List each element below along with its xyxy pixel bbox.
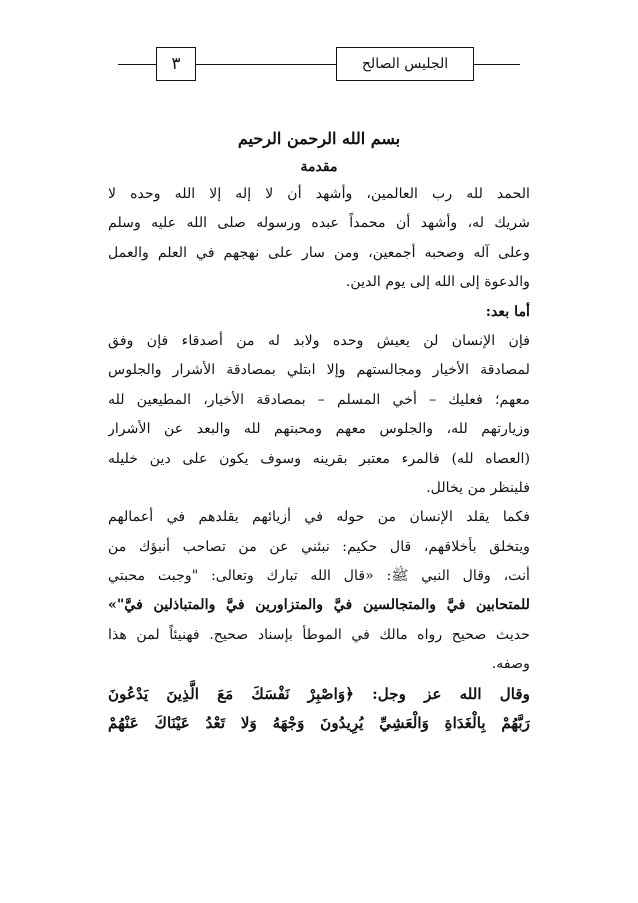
text-line: معهم؛ فعليك – أخي المسلم – بمصادقة الأخيار، المطيعين لله bbox=[108, 391, 530, 408]
text-line: الحمد لله رب العالمين، وأشهد أن لا إله إلا الله وحده لا bbox=[108, 186, 530, 202]
text-line: والدعوة إلى الله إلى يوم الدين. bbox=[345, 274, 530, 291]
running-title: الجليس الصالح bbox=[361, 56, 449, 72]
text-line: فلينظر من يخالل. bbox=[426, 479, 530, 496]
page-number: ٣ bbox=[171, 54, 181, 74]
text-line-quran: وقال الله عز وجل: ﴿وَاصْبِرْ نَفْسَكَ مَعَ الَّذِينَ يَدْعُونَ bbox=[108, 684, 530, 703]
text-line: فكما يقلد الإنسان من حوله في أزيائهم يقلدهم في أعمالهم bbox=[108, 509, 530, 526]
text-line: (العصاه لله) فالمرء معتبر بقرينه وسوف يكون على دين خليله bbox=[108, 450, 530, 467]
text-line-quran: رَبَّهُمْ بِالْغَدَاةِ وَالْعَشِيِّ يُرِيدُونَ وَجْهَهُ وَلا تَعْدُ عَيْنَاكَ عَنْهُمْ bbox=[108, 714, 530, 733]
text-line: أنت، وقال النبي ﷺ: «قال الله تبارك وتعالى: "وجبت محبتي bbox=[108, 568, 530, 585]
section-title: مقدمة bbox=[300, 159, 338, 175]
text-line: وصفه. bbox=[491, 656, 530, 673]
header-rule-middle bbox=[196, 64, 336, 65]
header-rule-left bbox=[118, 64, 156, 65]
running-title-box bbox=[336, 47, 474, 81]
text-line-heading: أما بعد: bbox=[485, 303, 530, 320]
body-text bbox=[108, 118, 530, 738]
page-number-box bbox=[156, 47, 196, 81]
text-line: فإن الإنسان لن يعيش وحده ولابد له من أصدقاء فإن وفق bbox=[108, 332, 530, 349]
text-line: شريك له، وأشهد أن محمداً عبده ورسوله صلى الله عليه وسلم bbox=[108, 215, 530, 232]
text-line: وعلى آله وصحبه أجمعين، ومن سار على نهجهم في العلم والعمل bbox=[108, 244, 530, 261]
text-line: حديث صحيح رواه مالك في الموطأ بإسناد صحيح. فهنيئاً لمن هذا bbox=[108, 626, 530, 643]
text-line: وزيارتهم لله، والجلوس معهم ومحبتهم لله والبعد عن الأشرار bbox=[108, 421, 530, 438]
basmala: بسم الله الرحمن الرحيم bbox=[237, 129, 401, 148]
text-line: ويتخلق بأخلاقهم، قال حكيم: نبئني عن من تصاحب أنبؤك من bbox=[108, 538, 530, 555]
text-line: لمصادقة الأخيار ومجالستهم وإلا ابتلي بمصادقة الأشرار والجلوس bbox=[108, 362, 530, 379]
header-rule-right bbox=[474, 64, 520, 65]
text-line-hadith: للمتحابين فيَّ والمتجالسين فيَّ والمتزاورين فيَّ والمتباذلين فيَّ"» bbox=[108, 597, 530, 614]
